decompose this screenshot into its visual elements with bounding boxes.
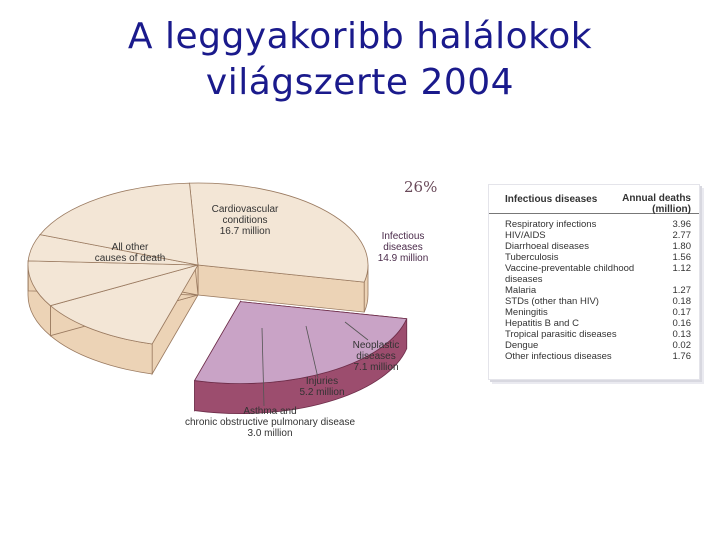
table-row-name: Dengue [505, 340, 539, 351]
table-row-value: 0.18 [672, 296, 691, 307]
table-row-name: Hepatitis B and C [505, 318, 579, 329]
pie-label-line: Asthma and [243, 406, 297, 417]
pie-label-line: conditions [222, 215, 268, 226]
pie-label-line: 7.1 million [353, 362, 399, 373]
pie-label-line: Cardiovascular [211, 204, 279, 215]
table-row [505, 340, 691, 351]
table-row-name: STDs (other than HIV) [505, 296, 599, 307]
table-row-value: 1.12 [672, 263, 691, 274]
pie-label-line: Infectious [381, 231, 425, 242]
pie-slice-cardiovascular-conditions [190, 183, 368, 282]
table-row [505, 252, 691, 263]
table-row [505, 263, 691, 285]
title-line-2: világszerte 2004 [205, 62, 515, 103]
table-row [505, 285, 691, 296]
table-row-name: Vaccine-preventable childhood diseases [505, 263, 635, 285]
table-row-value: 2.77 [672, 230, 691, 241]
table-row-value: 0.16 [672, 318, 691, 329]
table-row-value: 0.13 [672, 329, 691, 340]
table-row-name: Respiratory infections [505, 219, 597, 230]
pie-label-line: Neoplastic [352, 340, 400, 351]
table-row-name: Meningitis [505, 307, 548, 318]
table-header-value-line-2: (million) [652, 204, 691, 215]
pie-label-line: diseases [356, 351, 396, 362]
pie-label-injuries [299, 376, 344, 398]
pie-label-line: 3.0 million [247, 428, 293, 439]
table-row-value: 3.96 [672, 219, 691, 230]
pie-label-neoplastic-diseases [353, 340, 400, 373]
pie-label-line: causes of death [94, 253, 166, 264]
table-row-name: Tropical parasitic diseases [505, 329, 617, 340]
table-header [489, 185, 699, 214]
table-row-value: 1.27 [672, 285, 691, 296]
table-row [505, 351, 691, 362]
infectious-diseases-table [488, 184, 700, 380]
table-row [505, 241, 691, 252]
table-row-value: 0.02 [672, 340, 691, 351]
table-row [505, 307, 691, 318]
table-row [505, 230, 691, 241]
table-row-value: 0.17 [672, 307, 691, 318]
table-header-value-line-1: Annual deaths [622, 193, 691, 204]
percent-annotation: 26% [404, 178, 438, 196]
table-row [505, 219, 691, 230]
title-line-1: A leggyakoribb halálokok [127, 16, 593, 57]
pie-label-line: 14.9 million [377, 253, 429, 264]
table-row-value: 1.76 [672, 351, 691, 362]
pie-label-line: diseases [383, 242, 423, 253]
pie-label-line: All other [111, 242, 149, 253]
table-header-value [622, 193, 691, 215]
pie-label-infectious-diseases [378, 231, 429, 264]
pie-label-line: Injuries [305, 376, 339, 387]
table-row-name: HIV/AIDS [505, 230, 546, 241]
pie-label-line: 16.7 million [219, 226, 271, 237]
table-body [505, 219, 691, 362]
pie-label-line: 5.2 million [299, 387, 345, 398]
table-row-value: 1.80 [672, 241, 691, 252]
table-row-name: Other infectious diseases [505, 351, 612, 362]
table-row-name: Malaria [505, 285, 537, 296]
table-row [505, 318, 691, 329]
pie-label-line: chronic obstructive pulmonary disease [184, 417, 356, 428]
table-row [505, 329, 691, 340]
table-row [505, 296, 691, 307]
table-row-name: Tuberculosis [505, 252, 559, 263]
table-header-name: Infectious diseases [505, 194, 598, 205]
table-row-value: 1.56 [672, 252, 691, 263]
table-row-name: Diarrhoeal diseases [505, 241, 589, 252]
